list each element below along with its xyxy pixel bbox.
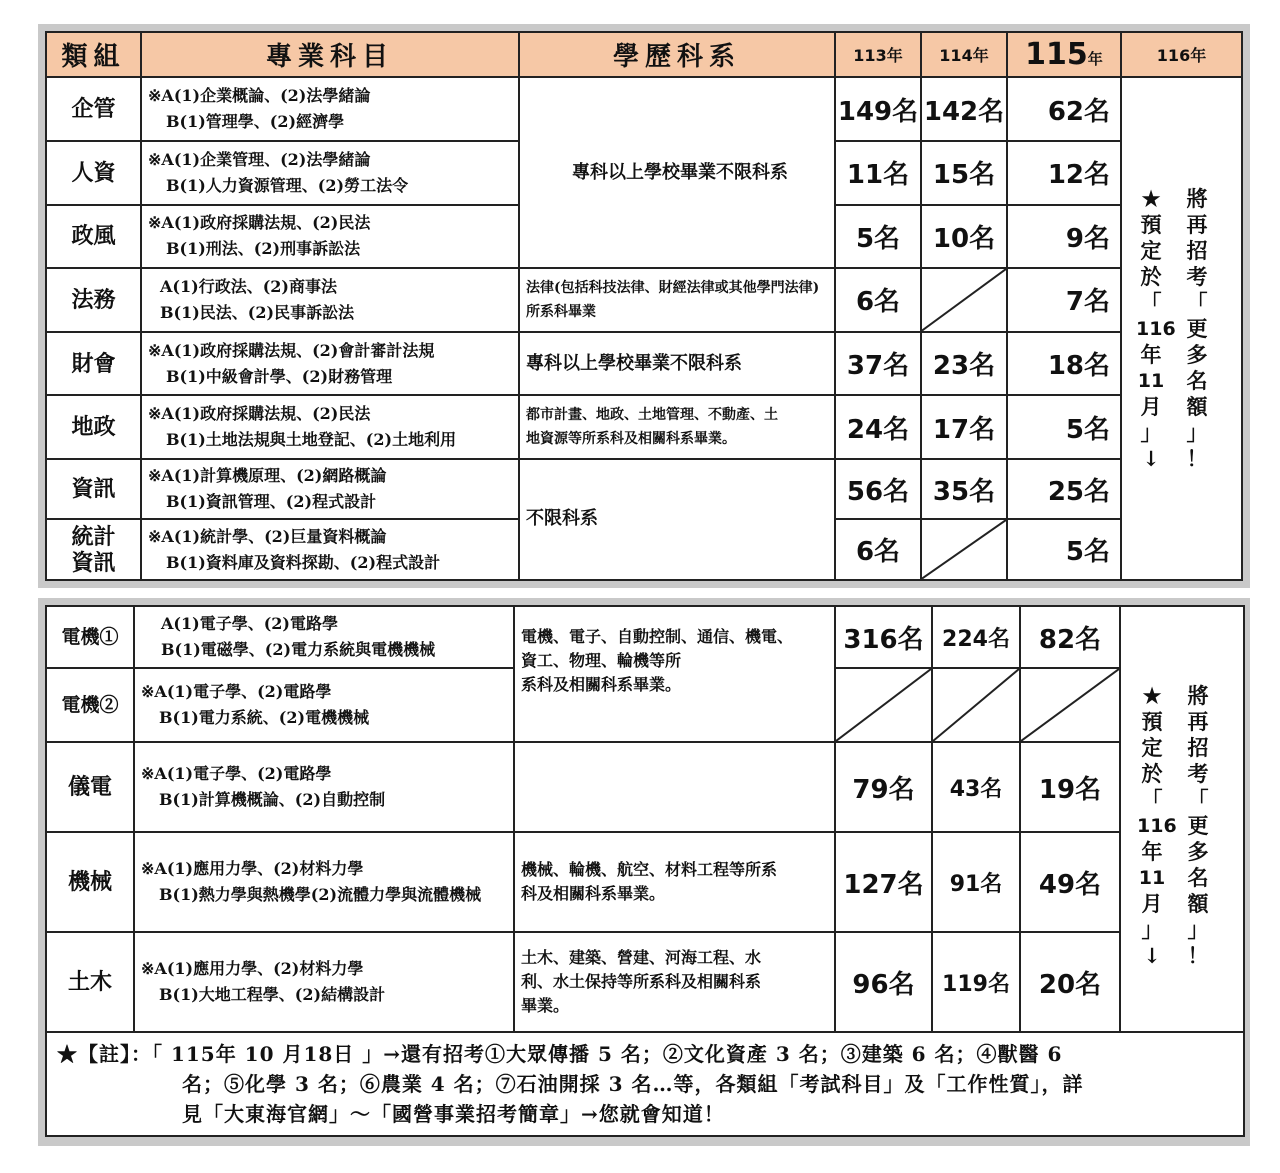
- count-113: 149名: [835, 77, 921, 141]
- note-116-char: 預: [1140, 212, 1162, 238]
- count-115: 49名: [1020, 832, 1120, 932]
- note-116-cell: [1121, 77, 1242, 580]
- education-cell: 專科以上學校畢業不限科系: [519, 332, 835, 396]
- count-115: 18名: [1007, 332, 1121, 396]
- footnote-line-2: 名；⑤化學 3 名；⑥農業 4 名；⑦石油開採 3 名…等，各類組「考試科目」及「工作性質」，詳: [182, 1072, 1084, 1096]
- footnote-line-3: 見「大東海官網」～「國營事業招考簡章」→您就會知道！: [182, 1102, 725, 1126]
- subject-cell: ※A(1)政府採購法規、(2)民法 B(1)土地法規與土地登記、(2)土地利用: [141, 395, 519, 459]
- subject-cell: ※A(1)政府採購法規、(2)會計審計法規 B(1)中級會計學、(2)財務管理: [141, 332, 519, 396]
- count-114: 15名: [921, 141, 1007, 205]
- count-113: 37名: [835, 332, 921, 396]
- table-row: [46, 932, 1244, 1032]
- note-116-char: 定: [1141, 735, 1163, 760]
- subject-cell: A(1)電子學、(2)電路學 B(1)電磁學、(2)電力系統與電機機械: [134, 606, 514, 668]
- subject-cell: ※A(1)企業管理、(2)法學緒論 B(1)人力資源管理、(2)勞工法令: [141, 141, 519, 205]
- category-cell: 電機②: [46, 668, 134, 742]
- table-row: [46, 268, 1242, 332]
- note-116-char: 考: [1186, 264, 1208, 290]
- note-116-char: 「: [1186, 290, 1208, 316]
- category-cell: 統計 資訊: [46, 519, 141, 580]
- footnote: [46, 1032, 1244, 1136]
- category-cell: 地政: [46, 395, 141, 459]
- education-cell-empty: [514, 742, 835, 832]
- count-113: 5名: [835, 205, 921, 269]
- category-cell: 政風: [46, 205, 141, 269]
- table-row: [46, 832, 1244, 932]
- note-116-char: 更: [1186, 316, 1208, 342]
- table-row: [46, 332, 1242, 396]
- count-113: 316名: [835, 606, 932, 668]
- education-cell: 土木、建築、營建、河海工程、水 利、水土保持等所系科及相關科系 畢業。: [514, 932, 835, 1032]
- header-education: 學歷科系: [519, 32, 835, 77]
- note-116-char: 名: [1187, 865, 1209, 890]
- note-116-char: 額: [1186, 394, 1208, 420]
- note-116-char: 11: [1137, 370, 1165, 393]
- subject-cell: ※A(1)政府採購法規、(2)民法 B(1)刑法、(2)刑事訴訟法: [141, 205, 519, 269]
- count-113-empty: [835, 668, 932, 742]
- note-116-char: ！: [1187, 943, 1209, 968]
- count-113: 6名: [835, 268, 921, 332]
- category-cell: 電機①: [46, 606, 134, 668]
- note-116-left-column: [1137, 683, 1177, 969]
- count-115: 82名: [1020, 606, 1120, 668]
- note-116-left-column: [1136, 186, 1176, 472]
- count-113: 56名: [835, 459, 921, 520]
- count-115: 62名: [1007, 77, 1121, 141]
- note-116-char: 116: [1136, 318, 1176, 341]
- count-115: 25名: [1007, 459, 1121, 520]
- table-row: [46, 459, 1242, 520]
- count-114: 91名: [932, 832, 1020, 932]
- note-116-char: 預: [1141, 709, 1163, 734]
- count-113: 79名: [835, 742, 932, 832]
- note-116-char: 再: [1187, 709, 1209, 734]
- count-114: 17名: [921, 395, 1007, 459]
- count-113: 96名: [835, 932, 932, 1032]
- subject-cell: ※A(1)應用力學、(2)材料力學 B(1)大地工程學、(2)結構設計: [134, 932, 514, 1032]
- header-115: 115年: [1007, 32, 1121, 77]
- note-116-char: 額: [1187, 891, 1209, 916]
- subject-cell: A(1)行政法、(2)商事法 B(1)民法、(2)民事訴訟法: [141, 268, 519, 332]
- top-recruitment-table: [45, 31, 1243, 581]
- note-116-char: 116: [1137, 815, 1177, 837]
- header-114: 114年: [921, 32, 1007, 77]
- count-114-empty: [921, 268, 1007, 332]
- footnote-line-1: ★【註】：「 115年 10 月18日 」→還有招考①大眾傳播 5 名；②文化資產 3 名；③建築 6 名；④獸醫 6: [57, 1042, 1063, 1066]
- note-116-right-column: [1183, 683, 1213, 969]
- bottom-recruitment-table: [45, 605, 1245, 1137]
- count-115: 5名: [1007, 395, 1121, 459]
- subject-cell: ※A(1)企業概論、(2)法學緒論 B(1)管理學、(2)經濟學: [141, 77, 519, 141]
- subject-cell: ※A(1)應用力學、(2)材料力學 B(1)熱力學與熱機學(2)流體力學與流體機械: [134, 832, 514, 932]
- note-116-char: 」: [1141, 917, 1163, 942]
- table-row: [46, 395, 1242, 459]
- subject-cell: ※A(1)計算機原理、(2)網路概論 B(1)資訊管理、(2)程式設計: [141, 459, 519, 520]
- note-116-char: 「: [1140, 290, 1162, 316]
- table-row: [46, 742, 1244, 832]
- count-114: 224名: [932, 606, 1020, 668]
- count-114: 23名: [921, 332, 1007, 396]
- count-115-empty: [1020, 668, 1120, 742]
- category-cell: 財會: [46, 332, 141, 396]
- count-114: 119名: [932, 932, 1020, 1032]
- category-cell: 資訊: [46, 459, 141, 520]
- note-116-char: 於: [1141, 761, 1163, 786]
- education-cell: 專科以上學校畢業不限科系: [519, 77, 835, 268]
- count-115: 9名: [1007, 205, 1121, 269]
- note-116-cell: [1120, 606, 1244, 1032]
- category-cell: 企管: [46, 77, 141, 141]
- subject-cell: ※A(1)統計學、(2)巨量資料概論 B(1)資料庫及資料探勘、(2)程式設計: [141, 519, 519, 580]
- note-116-char: ！: [1186, 446, 1208, 472]
- count-114: 43名: [932, 742, 1020, 832]
- count-113: 127名: [835, 832, 932, 932]
- count-114: 142名: [921, 77, 1007, 141]
- note-116-char: 將: [1186, 186, 1208, 212]
- note-116-char: 月: [1141, 891, 1163, 916]
- count-114-empty: [932, 668, 1020, 742]
- count-115: 7名: [1007, 268, 1121, 332]
- count-113: 6名: [835, 519, 921, 580]
- category-cell: 人資: [46, 141, 141, 205]
- education-cell: 機械、輪機、航空、材料工程等所系 科及相關科系畢業。: [514, 832, 835, 932]
- subject-cell: ※A(1)電子學、(2)電路學 B(1)計算機概論、(2)自動控制: [134, 742, 514, 832]
- table-row: [46, 606, 1244, 668]
- header-116: 116年: [1121, 32, 1242, 77]
- note-116-char: 多: [1187, 839, 1209, 864]
- note-116-char: 考: [1187, 761, 1209, 786]
- education-cell: 不限科系: [519, 459, 835, 580]
- education-cell: 都市計畫、地政、土地管理、不動產、土 地資源等所系科及相關科系畢業。: [519, 395, 835, 459]
- count-114-empty: [921, 519, 1007, 580]
- note-116-char: 於: [1140, 264, 1162, 290]
- note-116-char: 定: [1140, 238, 1162, 264]
- note-116-char: 招: [1186, 238, 1208, 264]
- header-category: 類組: [46, 32, 141, 77]
- note-116-char: 年: [1140, 342, 1162, 368]
- count-113: 24名: [835, 395, 921, 459]
- note-116-char: 」: [1186, 420, 1208, 446]
- note-116-char: 招: [1187, 735, 1209, 760]
- top-table-panel: [38, 24, 1250, 588]
- count-115: 12名: [1007, 141, 1121, 205]
- note-116-char: 月: [1140, 394, 1162, 420]
- note-116-right-column: [1182, 186, 1212, 472]
- subject-cell: ※A(1)電子學、(2)電路學 B(1)電力系統、(2)電機機械: [134, 668, 514, 742]
- count-113: 11名: [835, 141, 921, 205]
- header-113: 113年: [835, 32, 921, 77]
- footnote-row: [46, 1032, 1244, 1136]
- header-row: [46, 32, 1242, 77]
- note-116-char: 年: [1141, 839, 1163, 864]
- note-116-char: 11: [1138, 867, 1166, 889]
- note-116-char: ★: [1142, 683, 1162, 708]
- count-114: 10名: [921, 205, 1007, 269]
- table-row: [46, 77, 1242, 141]
- note-116-char: 」: [1187, 917, 1209, 942]
- note-116-char: ★: [1141, 186, 1161, 212]
- count-115: 5名: [1007, 519, 1121, 580]
- category-cell: 土木: [46, 932, 134, 1032]
- note-116-char: ↓: [1142, 446, 1160, 472]
- note-116-char: 更: [1187, 813, 1209, 838]
- count-114: 35名: [921, 459, 1007, 520]
- education-cell: 法律(包括科技法律、財經法律或其他學門法律) 所系科畢業: [519, 268, 835, 332]
- note-116-char: 多: [1186, 342, 1208, 368]
- count-115: 19名: [1020, 742, 1120, 832]
- note-116-char: 「: [1187, 787, 1209, 812]
- bottom-table-panel: [38, 598, 1250, 1146]
- category-cell: 法務: [46, 268, 141, 332]
- note-116-char: 「: [1141, 787, 1163, 812]
- header-subjects: 專業科目: [141, 32, 519, 77]
- note-116-char: ↓: [1143, 943, 1161, 968]
- note-116-char: 」: [1140, 420, 1162, 446]
- category-cell: 儀電: [46, 742, 134, 832]
- note-116-char: 名: [1186, 368, 1208, 394]
- education-cell: 電機、電子、自動控制、通信、機電、 資工、物理、輪機等所 系科及相關科系畢業。: [514, 606, 835, 742]
- count-115: 20名: [1020, 932, 1120, 1032]
- category-cell: 機械: [46, 832, 134, 932]
- note-116-char: 再: [1186, 212, 1208, 238]
- note-116-char: 將: [1187, 683, 1209, 708]
